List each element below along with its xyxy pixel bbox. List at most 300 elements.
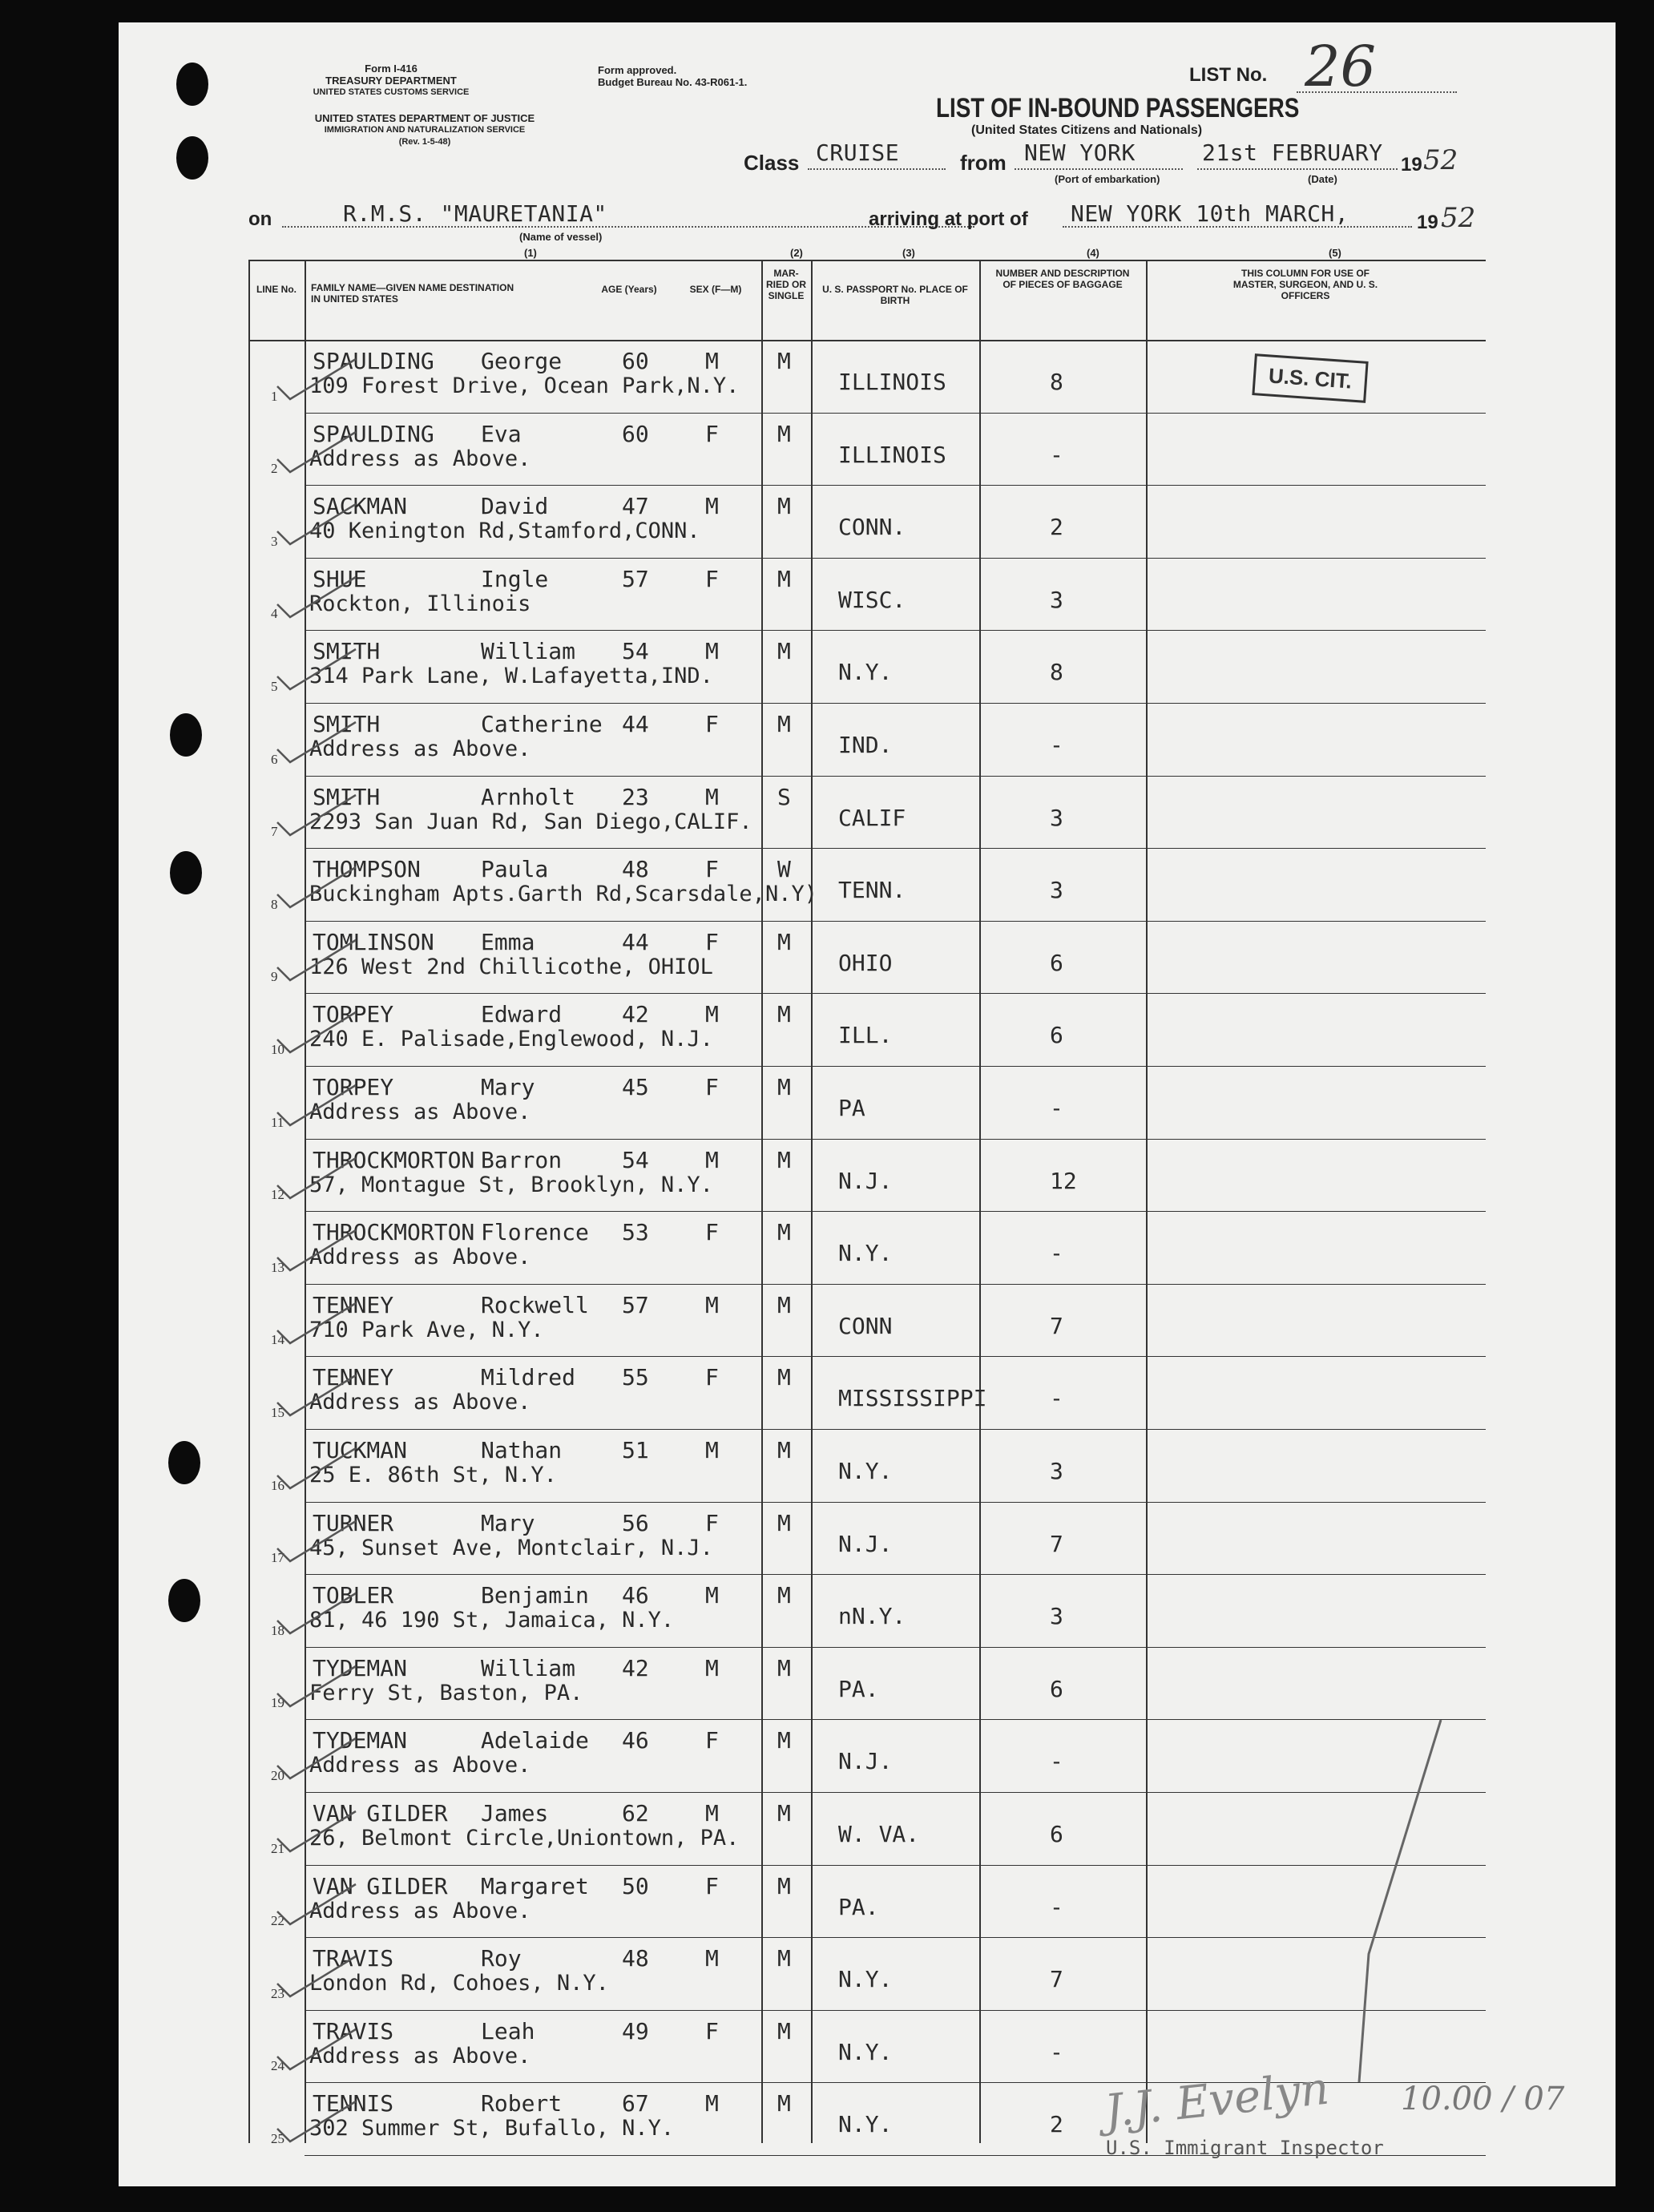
manifest-page xyxy=(119,22,1616,2186)
us-citizen-stamp: U.S. CIT. xyxy=(1252,353,1368,403)
on-label: on xyxy=(248,208,272,230)
age: 47 xyxy=(622,493,649,520)
family-name: SPAULDING xyxy=(313,348,434,374)
family-name: TENNEY xyxy=(313,1364,394,1391)
destination-address: Address as Above. xyxy=(309,2043,531,2069)
given-name: Roy xyxy=(481,1945,522,1972)
baggage-count: 3 xyxy=(1050,586,1063,613)
family-name: TYDEMAN xyxy=(313,1727,408,1754)
col-baggage: NUMBER AND DESCRIPTION OF PIECES OF BAGGAGE xyxy=(995,268,1130,290)
line-number: 20 xyxy=(271,1767,284,1783)
check-mark-icon xyxy=(272,790,361,838)
family-name: TYDEMAN xyxy=(313,1654,408,1681)
family-name: SMITH xyxy=(313,783,381,810)
baggage-count: 6 xyxy=(1050,1675,1063,1702)
line-number: 6 xyxy=(271,751,278,767)
baggage-count: 8 xyxy=(1050,659,1063,686)
col-name: FAMILY NAME—GIVEN NAME DESTINATION IN UNITED STATES xyxy=(311,282,514,305)
departure-year: 52 xyxy=(1423,144,1458,176)
destination-address: 240 E. Palisade,Englewood, N.J. xyxy=(309,1027,713,1052)
table-row xyxy=(248,413,1486,486)
family-name: TORPEY xyxy=(313,1001,394,1028)
place-of-birth: PA. xyxy=(838,1893,879,1920)
marital-status: M xyxy=(777,420,791,447)
line-number: 24 xyxy=(271,2058,284,2074)
line-number: 5 xyxy=(271,678,278,694)
baggage-count: 8 xyxy=(1050,369,1063,395)
given-name: Leah xyxy=(481,2017,535,2044)
dept-justice: UNITED STATES DEPARTMENT OF JUSTICE xyxy=(314,112,535,124)
place-of-birth: N.Y. xyxy=(838,1966,893,1993)
given-name: Adelaide xyxy=(481,1727,589,1754)
marital-status: M xyxy=(777,2017,791,2044)
age: 51 xyxy=(622,1437,649,1463)
baggage-count: 2 xyxy=(1050,514,1063,541)
table-row xyxy=(248,921,1486,994)
destination-address: London Rd, Cohoes, N.Y. xyxy=(309,1971,609,1996)
col-sex: SEX (F—M) xyxy=(689,284,742,295)
place-of-birth: N.Y. xyxy=(838,2038,893,2065)
col1-number: (1) xyxy=(524,247,537,259)
marital-status: M xyxy=(777,348,791,374)
check-mark-icon xyxy=(272,644,361,692)
sex: F xyxy=(705,1509,719,1536)
table-row xyxy=(248,1429,1486,1502)
marital-status: W xyxy=(777,856,791,883)
baggage-count: 12 xyxy=(1050,1167,1077,1194)
baggage-count: 3 xyxy=(1050,1603,1063,1630)
given-name: Benjamin xyxy=(481,1582,589,1609)
sex: F xyxy=(705,856,719,883)
age: 44 xyxy=(622,711,649,737)
col-married: MAR-RIED OR SINGLE xyxy=(765,268,806,301)
given-name: James xyxy=(481,1800,549,1827)
sex: M xyxy=(705,783,719,810)
destination-address: Address as Above. xyxy=(309,1753,531,1778)
sex: F xyxy=(705,565,719,592)
family-name: TENNEY xyxy=(313,1291,394,1318)
ins-service: IMMIGRATION AND NATURALIZATION SERVICE xyxy=(324,125,526,135)
table-row xyxy=(248,1066,1486,1139)
sex: M xyxy=(705,1654,719,1681)
given-name: Mary xyxy=(481,1074,535,1100)
place-of-birth: OHIO xyxy=(838,949,893,976)
age: 48 xyxy=(622,856,649,883)
destination-address: Address as Above. xyxy=(309,446,531,471)
table-row xyxy=(248,1356,1486,1429)
family-name: TURNER xyxy=(313,1509,394,1536)
line-number: 9 xyxy=(271,969,278,985)
family-name: TOMLINSON xyxy=(313,928,434,955)
col2-number: (2) xyxy=(790,247,803,259)
destination-address: 2293 San Juan Rd, San Diego,CALIF. xyxy=(309,809,752,834)
destination-address: Address as Above. xyxy=(309,737,531,761)
family-name: SPAULDING xyxy=(313,420,434,447)
age: 60 xyxy=(622,348,649,374)
baggage-count: 7 xyxy=(1050,1966,1063,1993)
destination-address: 25 E. 86th St, N.Y. xyxy=(309,1463,557,1487)
check-mark-icon xyxy=(272,427,361,475)
sex: M xyxy=(705,1582,719,1609)
given-name: Florence xyxy=(481,1219,589,1246)
baggage-count: - xyxy=(1050,1748,1063,1775)
form-number: Form I-416 xyxy=(365,63,418,75)
punch-hole xyxy=(168,1441,200,1484)
sex: F xyxy=(705,1727,719,1754)
destination-address: 26, Belmont Circle,Uniontown, PA. xyxy=(309,1826,740,1851)
place-of-birth: N.Y. xyxy=(838,1458,893,1484)
line-number: 15 xyxy=(271,1404,284,1420)
age: 53 xyxy=(622,1219,649,1246)
family-name: VAN GILDER xyxy=(313,1872,448,1899)
sex: M xyxy=(705,1945,719,1972)
baggage-count: - xyxy=(1050,2038,1063,2065)
check-mark-icon xyxy=(272,1225,361,1274)
line-number: 25 xyxy=(271,2130,284,2146)
class-value: CRUISE xyxy=(816,139,900,166)
line-number: 14 xyxy=(271,1332,284,1348)
marital-status: M xyxy=(777,1872,791,1899)
destination-address: Address as Above. xyxy=(309,1898,531,1923)
family-name: SHUE xyxy=(313,565,367,592)
col-age: AGE (Years) xyxy=(601,284,657,295)
baggage-count: 6 xyxy=(1050,1022,1063,1049)
check-mark-icon xyxy=(272,1661,361,1709)
age: 55 xyxy=(622,1364,649,1391)
place-of-birth: N.Y. xyxy=(838,659,893,686)
destination-address: 109 Forest Drive, Ocean Park,N.Y. xyxy=(309,373,740,398)
table-row xyxy=(248,776,1486,849)
family-name: TORPEY xyxy=(313,1074,394,1100)
given-name: Eva xyxy=(481,420,522,447)
marital-status: M xyxy=(777,2090,791,2117)
family-name: SACKMAN xyxy=(313,493,408,520)
sex: F xyxy=(705,2017,719,2044)
revision: (Rev. 1-5-48) xyxy=(398,137,451,147)
given-name: Edward xyxy=(481,1001,563,1028)
marital-status: M xyxy=(777,928,791,955)
place-of-birth: CONN xyxy=(838,1312,893,1339)
age: 57 xyxy=(622,565,649,592)
baggage-count: 2 xyxy=(1050,2111,1063,2138)
table-row xyxy=(248,1792,1486,1865)
check-mark-icon xyxy=(272,1443,361,1491)
age: 45 xyxy=(622,1074,649,1100)
line-number: 10 xyxy=(271,1041,284,1057)
sex: M xyxy=(705,1001,719,1028)
table-row xyxy=(248,703,1486,776)
check-mark-icon xyxy=(272,1879,361,1927)
family-name: VAN GILDER xyxy=(313,1800,448,1827)
line-number: 1 xyxy=(271,388,278,404)
place-of-birth: MISSISSIPPI xyxy=(838,1385,987,1412)
family-name: THROCKMORTON xyxy=(313,1146,475,1173)
baggage-count: 7 xyxy=(1050,1530,1063,1557)
table-row xyxy=(248,1284,1486,1357)
marital-status: S xyxy=(777,783,791,810)
destination-address: 126 West 2nd Chillicothe, OHIOL xyxy=(309,954,713,979)
given-name: Barron xyxy=(481,1146,563,1173)
inspector-caption: U.S. Immigrant Inspector xyxy=(1106,2137,1384,2159)
place-of-birth: CONN. xyxy=(838,514,906,541)
given-name: Emma xyxy=(481,928,535,955)
age: 50 xyxy=(622,1872,649,1899)
given-name: Mildred xyxy=(481,1364,576,1391)
age: 56 xyxy=(622,1509,649,1536)
age: 44 xyxy=(622,928,649,955)
marital-status: M xyxy=(777,1437,791,1463)
col-officers: THIS COLUMN FOR USE OF MASTER, SURGEON, AND U. S. OFFICERS xyxy=(1232,268,1378,301)
manifest-subtitle: (United States Citizens and Nationals) xyxy=(971,123,1203,137)
check-mark-icon xyxy=(272,1153,361,1201)
baggage-count: - xyxy=(1050,1095,1063,1121)
port-caption: (Port of embarkation) xyxy=(1055,173,1160,185)
vessel-name: R.M.S. "MAURETANIA" xyxy=(343,200,607,227)
destination-address: Buckingham Apts.Garth Rd,Scarsdale,N.Y) xyxy=(309,882,817,907)
place-of-birth: ILL. xyxy=(838,1022,893,1049)
line-number: 22 xyxy=(271,1913,284,1929)
place-of-birth: W. VA. xyxy=(838,1821,920,1847)
table-row xyxy=(248,630,1486,703)
baggage-count: 3 xyxy=(1050,1458,1063,1484)
check-mark-icon xyxy=(272,2097,361,2145)
marital-status: M xyxy=(777,1001,791,1028)
check-mark-icon xyxy=(272,717,361,765)
line-number: 18 xyxy=(271,1622,284,1638)
passenger-table xyxy=(248,260,1486,2146)
sex: M xyxy=(705,348,719,374)
marital-status: M xyxy=(777,1509,791,1536)
family-name: TENNIS xyxy=(313,2090,394,2117)
class-label: Class xyxy=(744,151,800,175)
age: 42 xyxy=(622,1001,649,1028)
marital-status: M xyxy=(777,1800,791,1827)
line-number: 21 xyxy=(271,1840,284,1856)
table-row xyxy=(248,1502,1486,1575)
table-row xyxy=(248,558,1486,631)
destination-address: 314 Park Lane, W.Lafayetta,IND. xyxy=(309,664,713,689)
line-number: 8 xyxy=(271,896,278,912)
arriving-label: arriving at port of xyxy=(869,208,1028,230)
line-number: 12 xyxy=(271,1187,284,1203)
given-name: Arnholt xyxy=(481,783,576,810)
marital-status: M xyxy=(777,1364,791,1391)
marital-status: M xyxy=(777,711,791,737)
departure-date: 21st FEBRUARY xyxy=(1202,139,1383,166)
list-label: LIST No. xyxy=(1189,64,1268,86)
sex: F xyxy=(705,928,719,955)
place-of-birth: WISC. xyxy=(838,586,906,613)
sex: M xyxy=(705,2090,719,2117)
age: 46 xyxy=(622,1727,649,1754)
age: 23 xyxy=(622,783,649,810)
pencil-check-line xyxy=(1353,1713,1449,2090)
table-row xyxy=(248,1937,1486,2010)
date-caption: (Date) xyxy=(1308,173,1337,185)
check-mark-icon xyxy=(272,354,361,402)
destination-address: Rockton, Illinois xyxy=(309,591,531,616)
family-name: TUCKMAN xyxy=(313,1437,408,1463)
place-of-birth: nN.Y. xyxy=(838,1603,906,1630)
punch-hole xyxy=(168,1579,200,1622)
family-name: THROCKMORTON xyxy=(313,1219,475,1246)
age: 57 xyxy=(622,1291,649,1318)
baggage-count: 6 xyxy=(1050,949,1063,976)
baggage-count: - xyxy=(1050,441,1063,468)
marital-status: M xyxy=(777,1727,791,1754)
destination-address: 302 Summer St, Bufallo, N.Y. xyxy=(309,2116,675,2141)
treasury-dept: TREASURY DEPARTMENT xyxy=(325,75,457,87)
check-mark-icon xyxy=(272,1007,361,1056)
family-name: SMITH xyxy=(313,638,381,665)
sex: M xyxy=(705,1146,719,1173)
place-of-birth: ILLINOIS xyxy=(838,441,946,468)
place-of-birth: N.J. xyxy=(838,1167,893,1194)
punch-hole xyxy=(176,136,208,180)
marital-status: M xyxy=(777,1146,791,1173)
sex: F xyxy=(705,711,719,737)
destination-address: 710 Park Ave, N.Y. xyxy=(309,1317,544,1342)
given-name: William xyxy=(481,638,576,665)
table-row xyxy=(248,848,1486,921)
check-mark-icon xyxy=(272,1516,361,1564)
destination-address: 40 Kenington Rd,Stamford,CONN. xyxy=(309,519,700,544)
inspector-signature: J.J. Evelyn xyxy=(1102,2062,1332,2138)
destination-address: 45, Sunset Ave, Montclair, N.J. xyxy=(309,1535,713,1560)
check-mark-icon xyxy=(272,499,361,547)
list-number: 26 xyxy=(1305,34,1377,99)
family-name: THOMPSON xyxy=(313,856,421,883)
table-row xyxy=(248,1211,1486,1284)
table-row xyxy=(248,1719,1486,1792)
line-number: 2 xyxy=(271,461,278,477)
check-mark-icon xyxy=(272,2024,361,2073)
place-of-birth: N.Y. xyxy=(838,1240,893,1267)
given-name: George xyxy=(481,348,563,374)
budget-bureau: Budget Bureau No. 43-R061-1. xyxy=(598,76,748,88)
manifest-title: LIST OF IN-BOUND PASSENGERS xyxy=(936,93,1300,123)
marital-status: M xyxy=(777,1291,791,1318)
marital-status: M xyxy=(777,493,791,520)
sex: M xyxy=(705,1291,719,1318)
family-name: TRAVIS xyxy=(313,1945,394,1972)
marital-status: M xyxy=(777,1074,791,1100)
given-name: Rockwell xyxy=(481,1291,589,1318)
check-mark-icon xyxy=(272,1298,361,1346)
given-name: William xyxy=(481,1654,576,1681)
destination-address: 57, Montague St, Brooklyn, N.Y. xyxy=(309,1172,713,1197)
place-of-birth: N.J. xyxy=(838,1748,893,1775)
customs-service: UNITED STATES CUSTOMS SERVICE xyxy=(313,87,470,97)
sex: F xyxy=(705,1872,719,1899)
arrival-port-date: NEW YORK 10th MARCH, xyxy=(1071,200,1349,227)
marital-status: M xyxy=(777,1654,791,1681)
line-number: 3 xyxy=(271,533,278,549)
marital-status: M xyxy=(777,565,791,592)
destination-address: Ferry St, Baston, PA. xyxy=(309,1680,583,1705)
age: 46 xyxy=(622,1582,649,1609)
age: 54 xyxy=(622,638,649,665)
destination-address: Address as Above. xyxy=(309,1100,531,1124)
table-row xyxy=(248,1574,1486,1647)
form-approved: Form approved. xyxy=(598,64,677,76)
check-mark-icon xyxy=(272,1080,361,1128)
given-name: Nathan xyxy=(481,1437,563,1463)
check-mark-icon xyxy=(272,1588,361,1637)
col4-number: (4) xyxy=(1087,247,1099,259)
line-number: 23 xyxy=(271,1985,284,2001)
check-mark-icon xyxy=(272,935,361,983)
sex: M xyxy=(705,1437,719,1463)
age: 49 xyxy=(622,2017,649,2044)
age: 62 xyxy=(622,1800,649,1827)
line-number: 7 xyxy=(271,824,278,840)
destination-address: Address as Above. xyxy=(309,1245,531,1270)
baggage-count: - xyxy=(1050,732,1063,758)
punch-hole xyxy=(170,713,202,757)
destination-address: Address as Above. xyxy=(309,1390,531,1415)
given-name: Margaret xyxy=(481,1872,589,1899)
sex: F xyxy=(705,1219,719,1246)
check-mark-icon xyxy=(272,1734,361,1782)
vessel-caption: (Name of vessel) xyxy=(519,231,603,243)
year-prefix: 19 xyxy=(1401,154,1422,176)
baggage-count: - xyxy=(1050,1240,1063,1267)
place-of-birth: PA. xyxy=(838,1675,879,1702)
line-number: 16 xyxy=(271,1477,284,1493)
check-mark-icon xyxy=(272,572,361,620)
baggage-count: - xyxy=(1050,1893,1063,1920)
given-name: Mary xyxy=(481,1509,535,1536)
line-number: 4 xyxy=(271,606,278,622)
given-name: Paula xyxy=(481,856,549,883)
age: 54 xyxy=(622,1146,649,1173)
given-name: Robert xyxy=(481,2090,563,2117)
given-name: David xyxy=(481,493,549,520)
fee-annotation: 10.00 / 07 xyxy=(1401,2081,1565,2117)
line-number: 11 xyxy=(271,1114,284,1130)
marital-status: M xyxy=(777,638,791,665)
from-port: NEW YORK xyxy=(1024,139,1136,166)
baggage-count: 3 xyxy=(1050,877,1063,904)
sex: M xyxy=(705,493,719,520)
baggage-count: 6 xyxy=(1050,1821,1063,1847)
sex: M xyxy=(705,638,719,665)
baggage-count: - xyxy=(1050,1385,1063,1412)
family-name: TOBLER xyxy=(313,1582,394,1609)
place-of-birth: TENN. xyxy=(838,877,906,904)
check-mark-icon xyxy=(272,1952,361,2000)
age: 48 xyxy=(622,1945,649,1972)
sex: F xyxy=(705,420,719,447)
given-name: Catherine xyxy=(481,711,603,737)
col3-number: (3) xyxy=(902,247,915,259)
baggage-count: 3 xyxy=(1050,804,1063,831)
destination-address: 81, 46 190 St, Jamaica, N.Y. xyxy=(309,1608,675,1633)
family-name: TRAVIS xyxy=(313,2017,394,2044)
check-mark-icon xyxy=(272,1370,361,1419)
table-row xyxy=(248,485,1486,558)
marital-status: M xyxy=(777,1945,791,1972)
col5-number: (5) xyxy=(1329,247,1341,259)
place-of-birth: IND. xyxy=(838,732,893,758)
table-row xyxy=(248,993,1486,1066)
sex: F xyxy=(705,1364,719,1391)
from-label: from xyxy=(960,151,1007,175)
col-passport: U. S. PASSPORT No. PLACE OF BIRTH xyxy=(822,284,968,306)
age: 67 xyxy=(622,2090,649,2117)
punch-hole xyxy=(176,63,208,106)
